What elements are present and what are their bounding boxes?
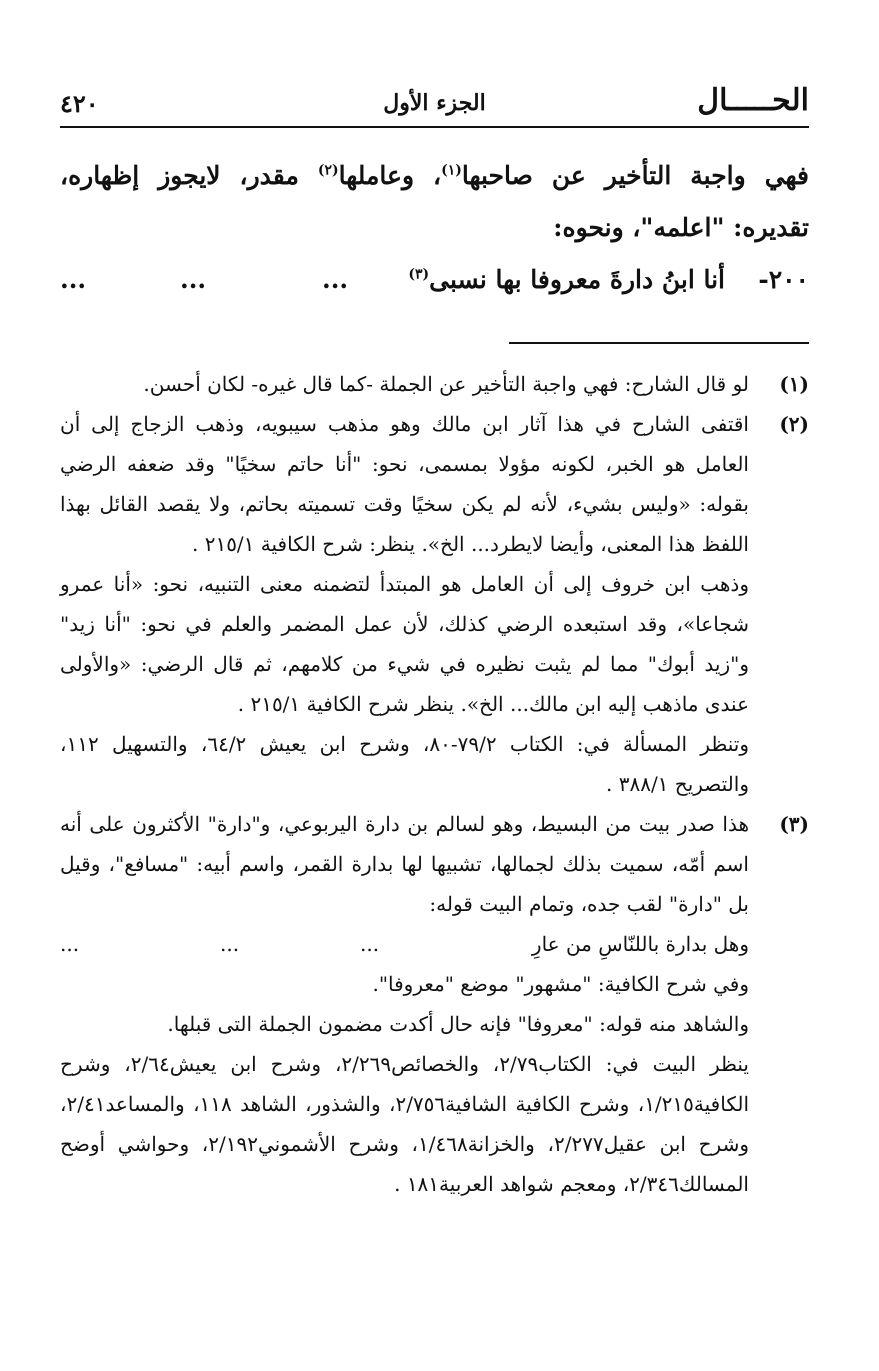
footnote-text: وتنظر المسألة في: الكتاب ٧٩/٢-٨٠، وشرح ابن يعيش ٦٤/٢، والتسهيل ١١٢، والتصريح ٣٨٨/١ .	[60, 732, 750, 796]
main-segment: ، وعاملها	[338, 161, 442, 190]
verse-ellipsis: ...	[322, 265, 349, 294]
verse-ellipsis: ...	[360, 932, 380, 956]
verse-line	[60, 254, 809, 308]
verse-text	[408, 254, 725, 306]
footnote-text: وذهب ابن خروف إلى أن العامل هو المبتدأ لتضمنه معنى التنبيه، نحو: «أنا عمرو شجاعا»، وقد استبعده الرضي كذلك، لأن عمل المضمر والعلم في نحو: "أنا زيد" و"زيد أبوك" مما لم يثبت نظيره في شيء من كلامهم، ثم قال الرضي: «والأولى عندى ماذهب إليه ابن مالك... الخ». ينظر شرح الكافية ٢١٥/١ .	[60, 572, 749, 716]
verse-hemistich: وهل بدارة باللنّاسِ من عارِ	[531, 932, 749, 956]
page-number: ٤٢٠	[60, 89, 99, 118]
verse-ellipsis: ...	[220, 932, 240, 956]
footnote-text: هذا صدر بيت من البسيط، وهو لسالم بن دارة اليربوعي، و"دارة" الأكثرون على أنه اسم أمّه، سميت بذلك لجمالها، تشبيها لها بدارة القمر، واسم أبيه: "مسافع"، وقيل بل "دارة" لقب جده، وتمام البيت قوله:	[60, 812, 749, 916]
footnote-text: اقتفى الشارح في هذا آثار ابن مالك وهو مذهب سيبويه، وذهب الزجاج إلى أن العامل هو الخبر، لكونه مؤولا بمسمى، نحو: "أنا حاتم سخيًا" وقد ضعفه الرضي بقوله: «وليس بشيء، لأنه لم يكن سخيًا وقت تسميته بحاتم، ولا يقصد القائل بهذا اللفظ هذا المعنى، وأيضا لايطرد... الخ». ينظر: شرح الكافية ٢١٥/١ .	[60, 412, 749, 556]
footnote-2	[60, 404, 809, 804]
footnote-text: والشاهد منه قوله: "معروفا" فإنه حال أكدت مضمون الجملة التى قبلها.	[167, 1012, 749, 1036]
footnote-ref: (١)	[441, 162, 462, 179]
main-segment: فهي واجبة التأخير عن صاحبها	[461, 161, 810, 190]
footnote-number: (٢)	[779, 412, 809, 436]
footnotes	[60, 364, 809, 1204]
verse-ellipsis: ...	[180, 265, 207, 294]
footnote-number: (٣)	[779, 812, 809, 836]
verse-ellipsis: ...	[60, 265, 87, 294]
footnote-text: وفي شرح الكافية: "مشهور" موضع "معروفا".	[372, 972, 749, 996]
main-segment: مقدر، لايجوز إظهاره، تقديره: "اعلمه"، ونحوه:	[60, 161, 809, 242]
main-paragraph	[60, 150, 809, 254]
footnote-ref: (٢)	[317, 162, 339, 179]
chapter-title: الحـــــال	[697, 83, 809, 118]
footnote-3	[60, 804, 809, 1204]
running-header	[60, 78, 809, 128]
part-label: الجزء الأول	[383, 90, 486, 116]
main-text	[60, 150, 809, 308]
footnote-ref: (٣)	[408, 266, 430, 283]
footnote-number: (١)	[779, 372, 809, 396]
verse-number: ٢٠٠-	[758, 265, 809, 294]
footnote-text: لو قال الشارح: فهي واجبة التأخير عن الجملة -كما قال غيره- لكان أحسن.	[143, 372, 749, 396]
verse-hemistich: أنا ابنُ دارةَ معروفا بها نسبى	[429, 265, 725, 294]
verse-ellipsis: ...	[60, 932, 80, 956]
footnote-text: ينظر البيت في: الكتاب٢/٧٩، والخصائص٢/٢٦٩، وشرح ابن يعيش٢/٦٤، وشرح الكافية١/٢١٥، وشرح الكافية الشافية٢/٧٥٦، والشذور، الشاهد ١١٨، والمساعد٢/٤١، وشرح ابن عقيل٢/٢٧٧، والخزانة١/٤٦٨، وشرح الأشموني٢/١٩٢، وحواشي أوضح المسالك٢/٣٤٦، ومعجم شواهد العربية١٨١ .	[60, 1052, 750, 1196]
footnote-verse	[60, 924, 749, 964]
footnote-separator	[509, 342, 809, 344]
footnote-1	[60, 364, 809, 404]
